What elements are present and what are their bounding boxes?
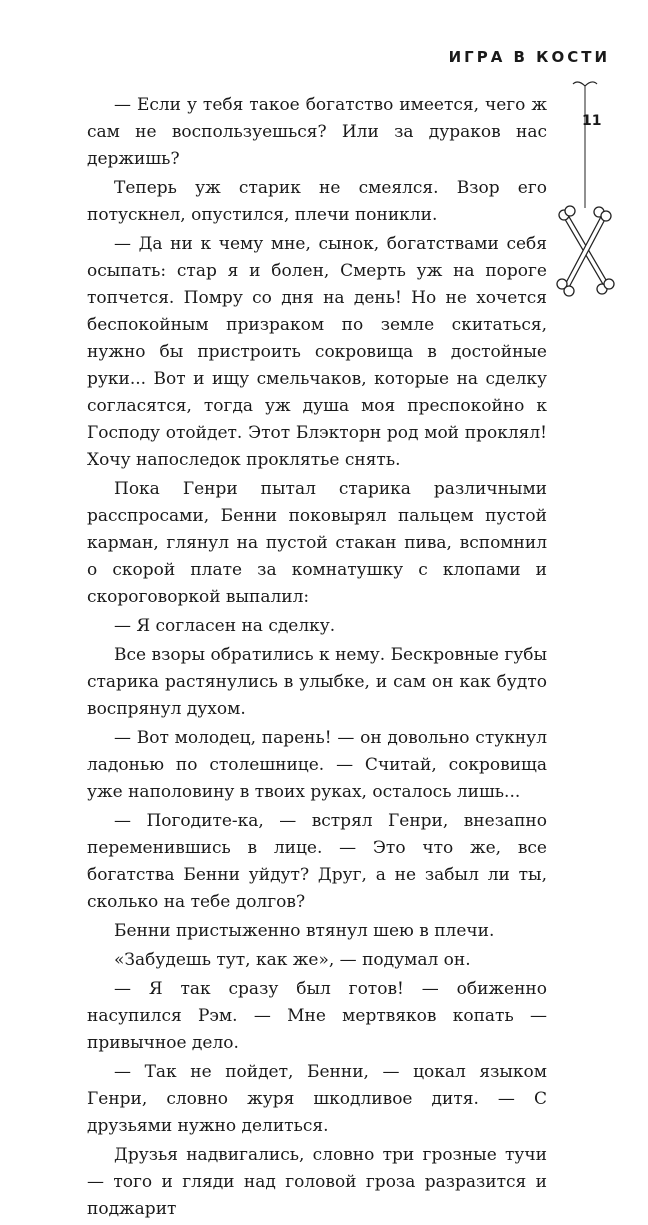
paragraph: Теперь уж старик не смеялся. Взор его потускнел, опустился, плечи поникли. [87,178,547,225]
paragraph: Бенни пристыженно втянул шею в плечи. [114,921,495,941]
paragraph: — Если у тебя такое богатство имеется, чего ж сам не воспользуешься? Или за дураков нас держишь? [87,95,547,169]
running-title: ИГРА В КОСТИ [448,48,610,66]
paragraph: Пока Генри пытал старика различными расспросами, Бенни поковырял пальцем пустой карман, глянул на пустой стакан пива, вспомнил о скорой плате за комнатушку с клопами и скороговоркой выпалил: [87,479,547,607]
paragraph: Все взоры обратились к нему. Бескровные губы старика растянулись в улыбке, и сам он как будто воспрянул духом. [87,645,547,719]
paragraph: — Так не пойдет, Бенни, — цокал языком Генри, словно журя шкодливое дитя. — С друзьями нужно делиться. [87,1062,547,1136]
paragraph: — Я согласен на сделку. [114,616,336,636]
paragraph: — Погодите-ка, — встрял Генри, внезапно переменившись в лице. — Это что же, все богатства Бенни уйдут? Друг, а не забыл ли ты, сколько на тебе долгов? [87,811,547,912]
page-number: 11 [582,113,602,129]
paragraph: — Я так сразу был готов! — обиженно насупился Рэм. — Мне мертвяков копать — привычное дело. [87,979,547,1053]
paragraph: Друзья надвигались, словно три грозные тучи — того и гляди над головой гроза разразится и поджарит [87,1145,547,1219]
paragraph: — Вот молодец, парень! — он довольно стукнул ладонью по столешнице. — Считай, сокровища уже наполовину в твоих руках, осталось лишь... [87,728,547,802]
paragraph: «Забудешь тут, как же», — подумал он. [114,950,471,970]
body-text [87,92,547,1225]
paragraph: — Да ни к чему мне, сынок, богатствами себя осыпать: стар я и болен, Смерть уж на пороге топчется. Помру со дня на день! Но не хочется беспокойным призраком по земле скитаться, нужно бы пристроить сокровища в достойные руки... Вот и ищу смельчаков, которые на сделку согласятся, тогда уж душа моя преспокойно к Господу отойдет. Этот Блэкторн род мой проклял! Хочу напоследок проклятье снять. [87,234,547,470]
